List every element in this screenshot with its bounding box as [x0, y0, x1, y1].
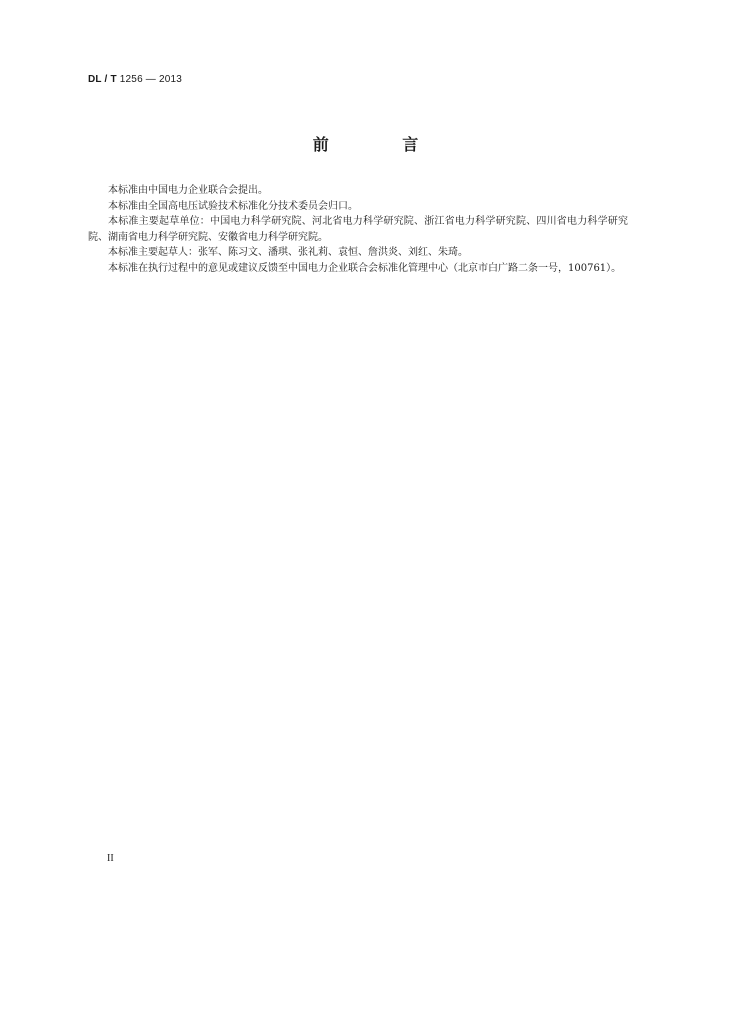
standard-code-prefix: DL / T	[88, 74, 117, 85]
standard-code-number: 1256 — 2013	[119, 74, 183, 85]
paragraph-committee: 本标准由全国高电压试验技术标准化分技术委员会归口。	[108, 200, 358, 212]
paragraph-drafters: 本标准主要起草人：张军、陈习文、潘琪、张礼莉、袁恒、詹洪炎、刘红、朱琦。	[108, 247, 468, 259]
paragraph-feedback: 本标准在执行过程中的意见或建议反馈至中国电力企业联合会标准化管理中心（北京市白广路二条一号，100761）。	[108, 262, 622, 274]
page-number: II	[107, 853, 114, 864]
paragraph-proposer: 本标准由中国电力企业联合会提出。	[108, 185, 268, 196]
standard-code	[88, 74, 182, 85]
paragraph-drafting-units: 本标准主要起草单位：中国电力科学研究院、河北省电力科学研究院、浙江省电力科学研究院、四川省电力科学研究院、湖南省电力科学研究院、安徽省电力科学研究院。	[88, 216, 628, 243]
foreword-body	[88, 183, 628, 277]
page-title: 前 言	[312, 135, 453, 154]
